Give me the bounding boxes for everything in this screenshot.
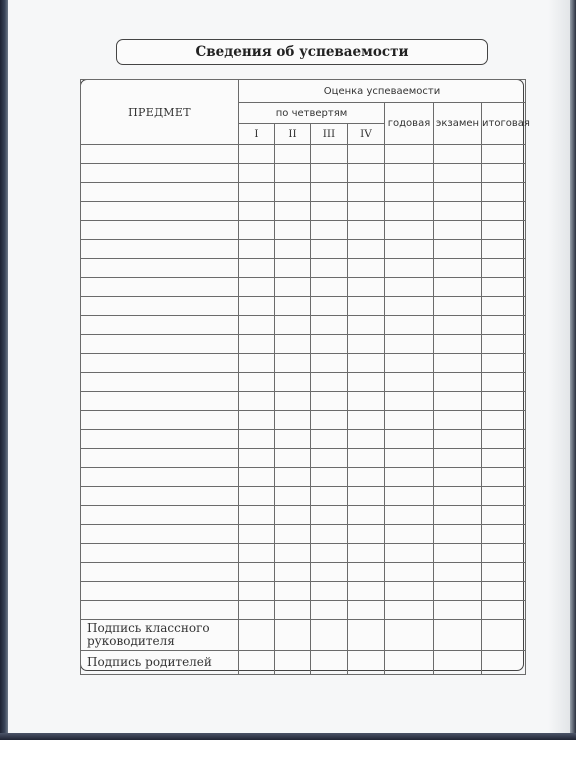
- annual-grade-cell[interactable]: [385, 278, 434, 297]
- annual-grade-cell[interactable]: [385, 525, 434, 544]
- exam-grade-cell[interactable]: [434, 183, 482, 202]
- quarter-3-cell[interactable]: [311, 221, 348, 240]
- final-grade-cell[interactable]: [482, 601, 526, 620]
- final-grade-cell[interactable]: [482, 145, 526, 164]
- quarter-2-cell[interactable]: [275, 278, 311, 297]
- final-grade-cell[interactable]: [482, 335, 526, 354]
- table-row: [81, 316, 526, 335]
- page-title: Сведения об успеваемости: [195, 44, 409, 60]
- quarter-1-cell[interactable]: [239, 468, 275, 487]
- teacher-signature-cell[interactable]: [482, 620, 526, 651]
- subject-cell[interactable]: [81, 449, 239, 468]
- final-grade-cell[interactable]: [482, 183, 526, 202]
- quarter-4-cell[interactable]: [348, 278, 385, 297]
- table-row: [81, 506, 526, 525]
- quarter-4-cell[interactable]: [348, 316, 385, 335]
- parents-signature-cell[interactable]: [385, 651, 434, 675]
- subject-cell[interactable]: [81, 164, 239, 183]
- subject-cell[interactable]: [81, 582, 239, 601]
- exam-grade-cell[interactable]: [434, 164, 482, 183]
- exam-grade-cell[interactable]: [434, 525, 482, 544]
- subject-cell[interactable]: [81, 145, 239, 164]
- exam-grade-cell[interactable]: [434, 487, 482, 506]
- final-column-header: итоговая: [482, 103, 526, 145]
- exam-grade-cell[interactable]: [434, 468, 482, 487]
- subject-cell[interactable]: [81, 392, 239, 411]
- quarter-4-cell[interactable]: [348, 354, 385, 373]
- quarter-1-cell[interactable]: [239, 487, 275, 506]
- quarter-1-cell[interactable]: [239, 411, 275, 430]
- exam-grade-cell[interactable]: [434, 297, 482, 316]
- annual-grade-cell[interactable]: [385, 506, 434, 525]
- quarter-4-cell[interactable]: [348, 601, 385, 620]
- exam-grade-cell[interactable]: [434, 582, 482, 601]
- quarter-4-cell[interactable]: [348, 183, 385, 202]
- quarter-1-cell[interactable]: [239, 145, 275, 164]
- quarter-3-cell[interactable]: [311, 240, 348, 259]
- final-grade-cell[interactable]: [482, 240, 526, 259]
- final-grade-cell[interactable]: [482, 506, 526, 525]
- table-row: [81, 411, 526, 430]
- quarter-2-cell[interactable]: [275, 525, 311, 544]
- exam-grade-cell[interactable]: [434, 544, 482, 563]
- quarter-2-cell[interactable]: [275, 449, 311, 468]
- subject-cell[interactable]: [81, 278, 239, 297]
- final-grade-cell[interactable]: [482, 487, 526, 506]
- quarter-2-cell[interactable]: [275, 563, 311, 582]
- quarter-3-cell[interactable]: [311, 202, 348, 221]
- quarter-4-cell[interactable]: [348, 506, 385, 525]
- quarter-3-cell[interactable]: [311, 449, 348, 468]
- table-row: [81, 601, 526, 620]
- annual-grade-cell[interactable]: [385, 164, 434, 183]
- final-grade-cell[interactable]: [482, 164, 526, 183]
- quarter-4-header: IV: [348, 124, 385, 145]
- quarter-1-cell[interactable]: [239, 354, 275, 373]
- subject-column-header: ПРЕДМЕТ: [81, 80, 239, 145]
- quarter-3-cell[interactable]: [311, 354, 348, 373]
- quarter-1-header: I: [239, 124, 275, 145]
- subject-cell[interactable]: [81, 221, 239, 240]
- quarter-2-cell[interactable]: [275, 430, 311, 449]
- quarter-2-cell[interactable]: [275, 468, 311, 487]
- quarter-3-cell[interactable]: [311, 544, 348, 563]
- quarter-1-cell[interactable]: [239, 278, 275, 297]
- page-edge-shadow: [548, 0, 570, 733]
- exam-grade-cell[interactable]: [434, 145, 482, 164]
- quarter-1-cell[interactable]: [239, 316, 275, 335]
- quarter-1-cell[interactable]: [239, 506, 275, 525]
- subject-cell[interactable]: [81, 487, 239, 506]
- quarter-1-cell[interactable]: [239, 202, 275, 221]
- parents-signature-cell[interactable]: [275, 651, 311, 675]
- exam-grade-cell[interactable]: [434, 259, 482, 278]
- final-grade-cell[interactable]: [482, 297, 526, 316]
- annual-grade-cell[interactable]: [385, 411, 434, 430]
- annual-grade-cell[interactable]: [385, 183, 434, 202]
- quarters-header: по четвертям: [239, 103, 385, 124]
- quarter-3-cell[interactable]: [311, 164, 348, 183]
- quarter-3-cell[interactable]: [311, 297, 348, 316]
- table-row: [81, 221, 526, 240]
- quarter-2-cell[interactable]: [275, 240, 311, 259]
- quarter-3-cell[interactable]: [311, 335, 348, 354]
- quarter-1-cell[interactable]: [239, 392, 275, 411]
- exam-grade-cell[interactable]: [434, 430, 482, 449]
- subject-cell[interactable]: [81, 240, 239, 259]
- exam-grade-cell[interactable]: [434, 278, 482, 297]
- quarter-2-cell[interactable]: [275, 411, 311, 430]
- quarter-1-cell[interactable]: [239, 582, 275, 601]
- quarter-4-cell[interactable]: [348, 544, 385, 563]
- quarter-2-cell[interactable]: [275, 354, 311, 373]
- quarter-3-header: III: [311, 124, 348, 145]
- quarter-4-cell[interactable]: [348, 449, 385, 468]
- subject-cell[interactable]: [81, 316, 239, 335]
- quarter-1-cell[interactable]: [239, 183, 275, 202]
- annual-grade-cell[interactable]: [385, 297, 434, 316]
- quarter-3-cell[interactable]: [311, 278, 348, 297]
- quarter-3-cell[interactable]: [311, 392, 348, 411]
- subject-cell[interactable]: [81, 202, 239, 221]
- final-grade-cell[interactable]: [482, 582, 526, 601]
- quarter-3-cell[interactable]: [311, 601, 348, 620]
- quarter-2-cell[interactable]: [275, 487, 311, 506]
- quarter-2-cell[interactable]: [275, 506, 311, 525]
- performance-table-frame: [80, 79, 530, 671]
- quarter-1-cell[interactable]: [239, 221, 275, 240]
- quarter-3-cell[interactable]: [311, 373, 348, 392]
- quarter-2-cell[interactable]: [275, 335, 311, 354]
- final-grade-cell[interactable]: [482, 544, 526, 563]
- table-row: [81, 164, 526, 183]
- exam-grade-cell[interactable]: [434, 335, 482, 354]
- quarter-2-cell[interactable]: [275, 582, 311, 601]
- annual-grade-cell[interactable]: [385, 487, 434, 506]
- exam-column-header: экзамен: [434, 103, 482, 145]
- table-row: [81, 354, 526, 373]
- annual-grade-cell[interactable]: [385, 392, 434, 411]
- annual-grade-cell[interactable]: [385, 468, 434, 487]
- teacher-signature-label: Подпись классного руководителя: [81, 620, 239, 651]
- quarter-4-cell[interactable]: [348, 373, 385, 392]
- quarter-3-cell[interactable]: [311, 582, 348, 601]
- quarter-1-cell[interactable]: [239, 335, 275, 354]
- quarter-4-cell[interactable]: [348, 487, 385, 506]
- table-row: [81, 430, 526, 449]
- table-row: [81, 335, 526, 354]
- quarter-3-cell[interactable]: [311, 411, 348, 430]
- table-row: [81, 373, 526, 392]
- subject-cell[interactable]: [81, 430, 239, 449]
- quarter-4-cell[interactable]: [348, 335, 385, 354]
- annual-grade-cell[interactable]: [385, 145, 434, 164]
- table-row: [81, 259, 526, 278]
- quarter-4-cell[interactable]: [348, 525, 385, 544]
- exam-grade-cell[interactable]: [434, 449, 482, 468]
- subject-cell[interactable]: [81, 525, 239, 544]
- quarter-3-cell[interactable]: [311, 563, 348, 582]
- quarter-3-cell[interactable]: [311, 468, 348, 487]
- table-row: [81, 240, 526, 259]
- subject-cell[interactable]: [81, 544, 239, 563]
- subject-cell[interactable]: [81, 335, 239, 354]
- table-row: [81, 582, 526, 601]
- final-grade-cell[interactable]: [482, 278, 526, 297]
- table-row: [81, 145, 526, 164]
- quarter-1-cell[interactable]: [239, 164, 275, 183]
- final-grade-cell[interactable]: [482, 411, 526, 430]
- quarter-2-cell[interactable]: [275, 392, 311, 411]
- quarter-2-cell[interactable]: [275, 259, 311, 278]
- quarter-4-cell[interactable]: [348, 259, 385, 278]
- annual-grade-cell[interactable]: [385, 449, 434, 468]
- exam-grade-cell[interactable]: [434, 240, 482, 259]
- final-grade-cell[interactable]: [482, 373, 526, 392]
- quarter-1-cell[interactable]: [239, 601, 275, 620]
- final-grade-cell[interactable]: [482, 354, 526, 373]
- page-title-box: [116, 39, 488, 65]
- annual-grade-cell[interactable]: [385, 430, 434, 449]
- final-grade-cell[interactable]: [482, 392, 526, 411]
- quarter-4-cell[interactable]: [348, 240, 385, 259]
- quarter-4-cell[interactable]: [348, 164, 385, 183]
- subject-cell[interactable]: [81, 411, 239, 430]
- quarter-4-cell[interactable]: [348, 221, 385, 240]
- final-grade-cell[interactable]: [482, 563, 526, 582]
- exam-grade-cell[interactable]: [434, 354, 482, 373]
- parents-signature-cell[interactable]: [348, 651, 385, 675]
- quarter-3-cell[interactable]: [311, 506, 348, 525]
- annual-grade-cell[interactable]: [385, 202, 434, 221]
- quarter-1-cell[interactable]: [239, 563, 275, 582]
- annual-grade-cell[interactable]: [385, 373, 434, 392]
- table-row: [81, 278, 526, 297]
- performance-table: [80, 79, 530, 675]
- annual-grade-cell[interactable]: [385, 601, 434, 620]
- quarter-1-cell[interactable]: [239, 240, 275, 259]
- exam-grade-cell[interactable]: [434, 316, 482, 335]
- quarter-1-cell[interactable]: [239, 525, 275, 544]
- quarter-1-cell[interactable]: [239, 430, 275, 449]
- table-row: [81, 487, 526, 506]
- final-grade-cell[interactable]: [482, 202, 526, 221]
- final-grade-cell[interactable]: [482, 525, 526, 544]
- quarter-2-cell[interactable]: [275, 183, 311, 202]
- table-row: [81, 449, 526, 468]
- quarter-2-header: II: [275, 124, 311, 145]
- quarter-1-cell[interactable]: [239, 449, 275, 468]
- subject-cell[interactable]: [81, 506, 239, 525]
- exam-grade-cell[interactable]: [434, 373, 482, 392]
- exam-grade-cell[interactable]: [434, 392, 482, 411]
- annual-grade-cell[interactable]: [385, 316, 434, 335]
- parents-signature-cell[interactable]: [239, 651, 275, 675]
- quarter-1-cell[interactable]: [239, 259, 275, 278]
- subject-cell[interactable]: [81, 563, 239, 582]
- subject-cell[interactable]: [81, 354, 239, 373]
- parents-signature-label: Подпись родителей: [81, 651, 239, 675]
- book-cover-bottom-edge: [0, 733, 576, 740]
- final-grade-cell[interactable]: [482, 468, 526, 487]
- quarter-2-cell[interactable]: [275, 202, 311, 221]
- quarter-4-cell[interactable]: [348, 430, 385, 449]
- quarter-3-cell[interactable]: [311, 316, 348, 335]
- quarter-4-cell[interactable]: [348, 202, 385, 221]
- table-row: [81, 563, 526, 582]
- quarter-2-cell[interactable]: [275, 221, 311, 240]
- quarter-4-cell[interactable]: [348, 392, 385, 411]
- annual-grade-cell[interactable]: [385, 544, 434, 563]
- final-grade-cell[interactable]: [482, 221, 526, 240]
- table-row: [81, 202, 526, 221]
- parents-signature-cell[interactable]: [311, 651, 348, 675]
- annual-grade-cell[interactable]: [385, 259, 434, 278]
- annual-grade-cell[interactable]: [385, 221, 434, 240]
- subject-cell[interactable]: [81, 297, 239, 316]
- exam-grade-cell[interactable]: [434, 506, 482, 525]
- grade-header: Оценка успеваемости: [239, 80, 526, 103]
- quarter-4-cell[interactable]: [348, 411, 385, 430]
- quarter-1-cell[interactable]: [239, 544, 275, 563]
- table-row: [81, 525, 526, 544]
- quarter-3-cell[interactable]: [311, 145, 348, 164]
- exam-grade-cell[interactable]: [434, 411, 482, 430]
- table-row: [81, 297, 526, 316]
- subject-cell[interactable]: [81, 468, 239, 487]
- parents-signature-cell[interactable]: [482, 651, 526, 675]
- quarter-3-cell[interactable]: [311, 525, 348, 544]
- final-grade-cell[interactable]: [482, 259, 526, 278]
- teacher-signature-cell[interactable]: [311, 620, 348, 651]
- table-row: [81, 392, 526, 411]
- book-cover-left-edge: [0, 0, 8, 740]
- quarter-4-cell[interactable]: [348, 582, 385, 601]
- annual-grade-cell[interactable]: [385, 563, 434, 582]
- quarter-2-cell[interactable]: [275, 544, 311, 563]
- parents-signature-cell[interactable]: [434, 651, 482, 675]
- quarter-3-cell[interactable]: [311, 259, 348, 278]
- subject-cell[interactable]: [81, 259, 239, 278]
- quarter-4-cell[interactable]: [348, 145, 385, 164]
- quarter-2-cell[interactable]: [275, 297, 311, 316]
- teacher-signature-cell[interactable]: [434, 620, 482, 651]
- final-grade-cell[interactable]: [482, 449, 526, 468]
- table-row: [81, 468, 526, 487]
- quarter-3-cell[interactable]: [311, 183, 348, 202]
- quarter-2-cell[interactable]: [275, 601, 311, 620]
- quarter-2-cell[interactable]: [275, 164, 311, 183]
- subject-cell[interactable]: [81, 373, 239, 392]
- quarter-4-cell[interactable]: [348, 297, 385, 316]
- annual-grade-cell[interactable]: [385, 335, 434, 354]
- exam-grade-cell[interactable]: [434, 202, 482, 221]
- annual-grade-cell[interactable]: [385, 240, 434, 259]
- quarter-2-cell[interactable]: [275, 373, 311, 392]
- teacher-signature-cell[interactable]: [385, 620, 434, 651]
- exam-grade-cell[interactable]: [434, 601, 482, 620]
- table-row: [81, 183, 526, 202]
- annual-grade-cell[interactable]: [385, 582, 434, 601]
- book-cover-right-edge: [570, 0, 576, 740]
- teacher-signature-cell[interactable]: [348, 620, 385, 651]
- quarter-1-cell[interactable]: [239, 373, 275, 392]
- table-row: [81, 544, 526, 563]
- subject-cell[interactable]: [81, 183, 239, 202]
- annual-grade-cell[interactable]: [385, 354, 434, 373]
- teacher-signature-cell[interactable]: [239, 620, 275, 651]
- quarter-4-cell[interactable]: [348, 468, 385, 487]
- annual-column-header: годовая: [385, 103, 434, 145]
- quarter-1-cell[interactable]: [239, 297, 275, 316]
- quarter-2-cell[interactable]: [275, 145, 311, 164]
- quarter-3-cell[interactable]: [311, 430, 348, 449]
- quarter-4-cell[interactable]: [348, 563, 385, 582]
- teacher-signature-cell[interactable]: [275, 620, 311, 651]
- subject-cell[interactable]: [81, 601, 239, 620]
- exam-grade-cell[interactable]: [434, 563, 482, 582]
- final-grade-cell[interactable]: [482, 316, 526, 335]
- final-grade-cell[interactable]: [482, 430, 526, 449]
- quarter-2-cell[interactable]: [275, 316, 311, 335]
- exam-grade-cell[interactable]: [434, 221, 482, 240]
- quarter-3-cell[interactable]: [311, 487, 348, 506]
